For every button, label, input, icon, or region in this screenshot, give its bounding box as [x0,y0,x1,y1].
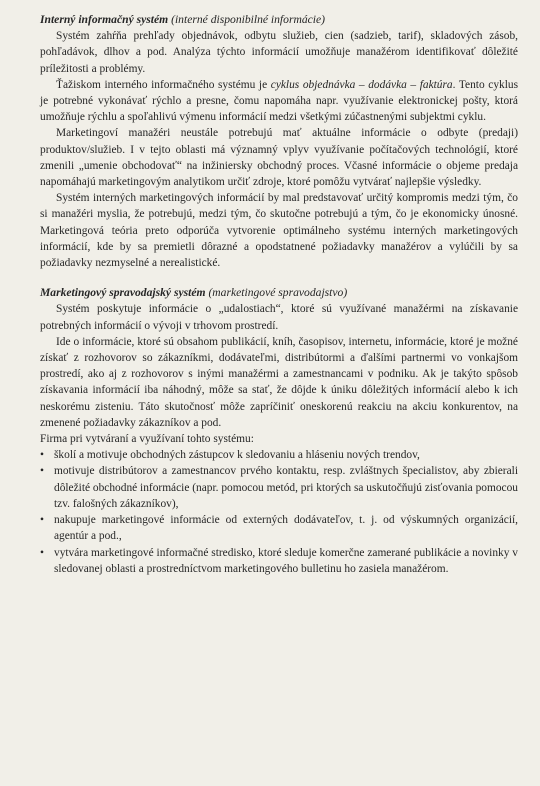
list-intro: Firma pri vytváraní a využívaní tohto systému: [40,433,254,446]
section-title: Interný informačný systém [40,13,169,26]
list-item [40,545,518,577]
list-item [40,512,518,544]
bullet-icon: • [40,514,44,527]
section-subtitle: (interné disponibilné informácie) [171,13,326,26]
list-item-text: nakupuje marketingové informácie od externých dodávateľov, t. j. od výskumných organizácií, agentúr a pod., [54,514,518,543]
section-heading-intelligence-system [40,285,518,301]
emphasized-term: cyklus objednávka – dodávka – faktúra [270,78,453,91]
list-item-text: školí a motivuje obchodných zástupcov k sledovaniu a hláseniu nových trendov, [54,449,420,462]
list-item-text: vytvára marketingové informačné stredisko, ktoré sleduje komerčne zamerané publikácie a novinky v sledovanej oblasti a prostredníctvom marketingového bulletinu ho zasiela manažérom. [54,546,518,575]
list-item [40,463,518,512]
paragraph: Ide o informácie, ktoré sú obsahom publikácií, kníh, časopisov, internetu, informácie, ktoré je možné získať z rozhovorov so zákazníkmi, dodávateľmi, distribútormi a ďalšími partnermi vo vonkajšom prostredí, ako aj z rozhovorov s inými manažérmi a zamestnancami v podniku. Ak je takýto spôsob získavania informácií iba náhodný, môže sa stať, že dôjde k úniku dôležitých informácií alebo k ich neskorému zisteniu. Táto skutočnosť môže zapríčiniť oneskorenú reakciu na akciu konkurentov, na zmenené požiadavky zákazníkov a pod. [40,335,518,429]
text-run: Ťažiskom interného informačného systému je [56,78,271,91]
bullet-icon: • [40,465,44,478]
bullet-icon: • [40,546,44,559]
paragraph: Systém interných marketingových informácií by mal predstavovať určitý kompromis medzi tým, čo si manažéri myslia, že potrebujú, medzi tým, čo skutočne potrebujú a tým, čo je ekonomicky únosné. Marketingová teória preto odporúča vytvorenie optimálneho systému interných marketingových informácií, kde by sa premietli dôrazné a opodstatnené požiadavky manažérov a vylúčili by sa požiadavky nezmyselné a nerealistické. [40,192,518,270]
text-run: . Tento cyklus je potrebné vykonávať rýchlo a presne, čomu napomáha napr. využívanie elektronickej pošty, ktorá umožňuje rýchlu a spoľahlivú výmenu informácií medzi všetkými zúčastnenými subjektmi cyklu. [40,78,519,124]
section-heading-internal-system [40,12,518,28]
paragraph: Systém poskytuje informácie o „udalostiach“, ktoré sú využívané manažérmi na získavanie potrebných informácií o vývoji v trhovom prostredí. [40,303,518,332]
section-spacer [40,271,518,285]
bullet-list [40,447,518,577]
section-title: Marketingový spravodajský systém [40,286,206,300]
paragraph: Systém zahŕňa prehľady objednávok, odbytu služieb, cien (sadzieb, tarif), skladových zásob, pohľadávok, dlhov a pod. Analýza týchto informácií umožňuje manažérom identifikovať dôležité príležitosti a problémy. [40,30,518,75]
bullet-icon: • [40,449,44,462]
list-item [40,447,518,463]
section-subtitle: (marketingové spravodajstvo) [208,286,348,300]
paragraph [40,77,518,126]
paragraph: Marketingoví manažéri neustále potrebujú mať aktuálne informácie o odbyte (predaji) produktov/služieb. I v tejto oblasti má významný vplyv využívanie počítačových technológií, ktoré zmenili „umenie obchodovať“ na inžiniersky obchodný proces. Včasné informácie o objeme predaja napomáhajú marketingovým analytikom určiť zdroje, ktoré pomôžu vytvárať najlepšie výsledky. [40,127,518,189]
list-item-text: motivuje distribútorov a zamestnancov prvého kontaktu, resp. zvláštnych špecialistov, aby zbierali dôležité obchodné informácie (napr. pomocou metód, pri ktorých sa uskutočňujú zisťovania pomocou tzv. falošných zákazníkov), [54,465,518,510]
